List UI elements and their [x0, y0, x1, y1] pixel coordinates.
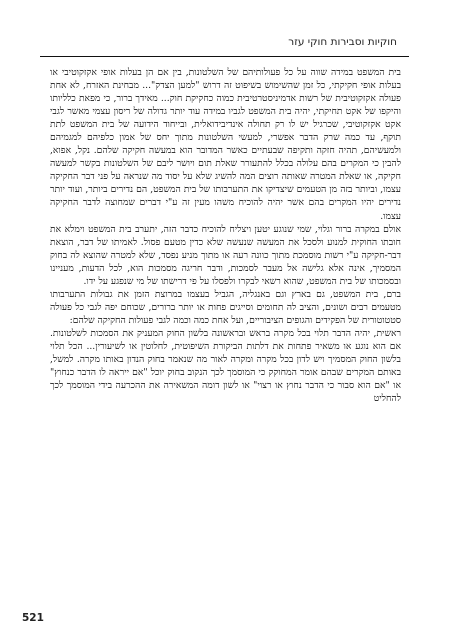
paragraph-3: ברם, בית המשפט, גם בארץ וגם באנגליה, הגביל בעצמו במרוצת הזמן את גבולות התערבותו מטעמים רבים ושונים, והציב לה תחומים וסייגים פחות או יותר ברורים, שכוחם יפה לגבי כל פעולה סטטוטורית של הפקידים והגופים הציבוריים, ועל אחת כמה וכמה לגבי פעולות החקיקה שלהם:: [50, 288, 401, 326]
paragraph-4: ראשית, יהיה הדבר תלוי בכל מקרה בראש ובראשונה בלשון החוק המעניק את הסמכות לשלטונות. אם הוא נוגע או משאיר פתחות את דלתות הביקורת השיפוטית, לחלוטין או לשיעורין... הכל תלוי בלשון החוק המסמיך ויש לדון בכל מקרה ומקרה לאור מה שנאמר בחוק הנדון באותו מקרה. למשל, באותם המקרים שבהם אומר המחוקק כי המוסמך לכך הנקוב בחוק יוכל "אם ייראה לו הדבר כנחוץ" או "אם הוא סבור כי הדבר נחוץ או רצוי" או לשון דומה המשאירה את ההכרעה בידי המוסמך לכך להחליט: [50, 327, 401, 405]
body-text: [50, 66, 401, 606]
header-rule: [40, 56, 409, 57]
paragraph-2: אולם במקרה ברור וגלוי, שמי שנוגע יטען ויצליח להוכיח כדבר הזה, יתערב בית המשפט וימלא את חובתו החוקית למנוע ולסכל את המעשה שנעשה שלא כדין מטעם פסול. לאמיתו של דבר, הוצאת דבר-חקיקה ע"י רשות מוסמכת מתוך כוונה רעה או מתוך מניע נפסד, שלא למטרה שהוצא לה בחוק המסמיך, אינה אלא גלישה אל מעבר לסמכות, ודבר חריגה מסמכות הוא, לכל הדעות, מעניינו ובסמכותו של בית המשפט, שהוא רשאי לבקרו ולפסלו על פי דרישתו של מי שנפגע על ידו.: [50, 223, 401, 287]
page-number: 521: [22, 612, 44, 624]
paragraph-1: בית המשפט במידה שווה על כל פעולותיהם של השלטונות, בין אם הן בעלות אופי אקזקוטיבי או בעלות אופי חקיקתי, כל זמן שהשימוש בשיפוט זה דרוש "למען הצדק"... מבחינת האזרח, לא אחת פעולה אקזקוטיבית של רשות אדמיניסטרטיבית כמוה כחקיקת חוק... מאידך ברור, כי מפאת כלליותו והיקפו של אקט תחיקתי, יהיה בית המשפט לגביו במידה עוד יותר גדולה של ריסון עצמי מאשר לגבי אקט אקזקוטיבי, שכרגיל יש לו רק תחולה אינדיבידואלית, ובייחוד הידועה של בית המשפט לתת תוקף, עד כמה שרק הדבר אפשרי, למעשי השלטונות מתוך יחס של אמון כלפיהם למגמיהם ולמעשיהם, תהיה חזקה ותקיפה שבעתיים כאשר המדובר הוא במעשה חקיקה שלהם. נקל, אפוא, להבין כי המקרים בהם עלולה בכלל להתעורר שאלת תום ויושר ליבם של השלטונות בקשר למעשה חקיקה, או שאלת המטרה שאותה רוצים המה להשיג שלא על יסוד מה שנראה על פני דבר החקיקה עצמו, וביותר בזה מן הטעמים שיצדיקו את התערבותו של בית המשפט, הם נדירים ביותר, ועוד יותר נדירים יהיו המקרים בהם אשר יהיה להוכיח משהו מעין זה ע"י דברים שמחוצה לדבר החקיקה עצמו.: [50, 67, 401, 222]
running-header: חוקיות וסבירות חוקי עזר: [288, 36, 397, 48]
